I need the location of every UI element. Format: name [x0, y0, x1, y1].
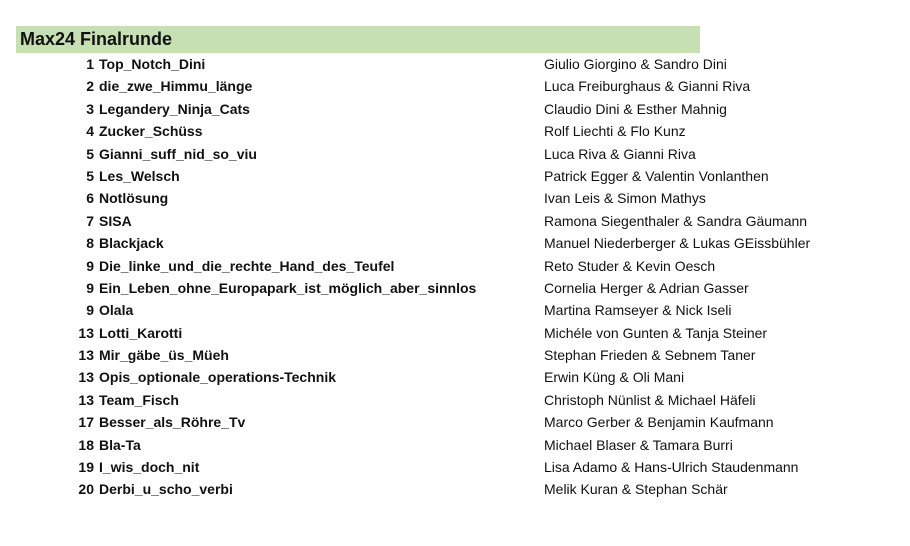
- team-name: Mir_gäbe_üs_Müeh: [99, 347, 229, 364]
- rank-number: 6: [86, 190, 94, 207]
- rank-number: 13: [78, 324, 94, 341]
- rank-number: 1: [86, 56, 94, 72]
- result-row: [0, 121, 910, 143]
- team-name: I_wis_doch_nit: [99, 459, 200, 476]
- team-name: Ein_Leben_ohne_Europapark_ist_möglich_aber_sinnlos: [99, 279, 477, 296]
- rank-number: 18: [78, 436, 94, 453]
- result-row: [0, 278, 910, 300]
- player-names: Claudio Dini & Esther Mahnig: [544, 100, 727, 117]
- result-row: [0, 54, 910, 76]
- player-names: Christoph Nünlist & Michael Häfeli: [544, 391, 756, 408]
- results-list: [0, 54, 910, 502]
- player-names: Stephan Frieden & Sebnem Taner: [544, 347, 756, 364]
- team-name: Lotti_Karotti: [99, 324, 183, 341]
- rank-number: 17: [78, 414, 94, 431]
- result-row: [0, 345, 910, 367]
- team-name: Les_Welsch: [99, 167, 180, 184]
- team-name: Legandery_Ninja_Cats: [99, 100, 250, 117]
- player-names: Reto Studer & Kevin Oesch: [544, 257, 716, 274]
- result-row: [0, 323, 910, 345]
- result-row: [0, 367, 910, 389]
- result-row: [0, 435, 910, 457]
- player-names: Martina Ramseyer & Nick Iseli: [544, 302, 732, 319]
- result-row: [0, 99, 910, 121]
- rank-number: 8: [86, 235, 94, 252]
- team-name: Derbi_u_scho_verbi: [99, 481, 233, 498]
- rank-number: 13: [78, 347, 94, 364]
- result-row: [0, 300, 910, 322]
- result-row: [0, 144, 910, 166]
- player-names: Manuel Niederberger & Lukas GEissbühler: [544, 235, 811, 252]
- team-name: die_zwe_Himmu_länge: [99, 78, 253, 95]
- result-row: [0, 479, 910, 501]
- player-names: Michéle von Gunten & Tanja Steiner: [544, 324, 768, 341]
- player-names: Luca Freiburghaus & Gianni Riva: [544, 78, 751, 95]
- rank-number: 13: [78, 391, 94, 408]
- rank-number: 9: [86, 257, 94, 274]
- rank-number: 5: [86, 167, 94, 184]
- player-names: Marco Gerber & Benjamin Kaufmann: [544, 414, 774, 431]
- rank-number: 5: [86, 145, 94, 162]
- team-name: Opis_optionale_operations-Technik: [99, 369, 337, 386]
- rank-number: 9: [86, 302, 94, 319]
- team-name: Notlösung: [99, 190, 169, 207]
- team-name: Olala: [99, 302, 134, 319]
- result-row: [0, 166, 910, 188]
- player-names: Rolf Liechti & Flo Kunz: [544, 123, 686, 140]
- rank-number: 19: [78, 459, 94, 476]
- rank-number: 4: [86, 123, 94, 140]
- result-row: [0, 457, 910, 479]
- result-row: [0, 211, 910, 233]
- team-name: Besser_als_Röhre_Tv: [99, 414, 246, 431]
- team-name: Gianni_suff_nid_so_viu: [99, 145, 257, 162]
- page-title: Max24 Finalrunde: [20, 29, 173, 49]
- rank-number: 20: [78, 481, 94, 498]
- result-row: [0, 233, 910, 255]
- player-names: Melik Kuran & Stephan Schär: [544, 481, 728, 498]
- rank-number: 3: [86, 100, 94, 117]
- rank-number: 9: [86, 279, 94, 296]
- team-name: Bla-Ta: [99, 436, 141, 453]
- result-row: [0, 412, 910, 434]
- player-names: Ramona Siegenthaler & Sandra Gäumann: [544, 212, 808, 229]
- title-bar: [16, 26, 700, 53]
- result-row: [0, 256, 910, 278]
- team-name: Zucker_Schüss: [99, 123, 203, 140]
- player-names: Michael Blaser & Tamara Burri: [544, 436, 733, 453]
- player-names: Luca Riva & Gianni Riva: [544, 145, 696, 162]
- team-name: Top_Notch_Dini: [99, 56, 206, 72]
- player-names: Cornelia Herger & Adrian Gasser: [544, 279, 749, 296]
- team-name: Blackjack: [99, 235, 164, 252]
- team-name: Die_linke_und_die_rechte_Hand_des_Teufel: [99, 257, 395, 274]
- player-names: Giulio Giorgino & Sandro Dini: [544, 56, 727, 72]
- rank-number: 2: [86, 78, 94, 95]
- team-name: Team_Fisch: [99, 391, 179, 408]
- player-names: Patrick Egger & Valentin Vonlanthen: [544, 167, 769, 184]
- rank-number: 7: [86, 212, 94, 229]
- team-name: SISA: [99, 212, 132, 229]
- rank-number: 13: [78, 369, 94, 386]
- result-row: [0, 76, 910, 98]
- result-row: [0, 188, 910, 210]
- player-names: Erwin Küng & Oli Mani: [544, 369, 685, 386]
- result-row: [0, 390, 910, 412]
- player-names: Ivan Leis & Simon Mathys: [544, 190, 706, 207]
- player-names: Lisa Adamo & Hans-Ulrich Staudenmann: [544, 459, 799, 476]
